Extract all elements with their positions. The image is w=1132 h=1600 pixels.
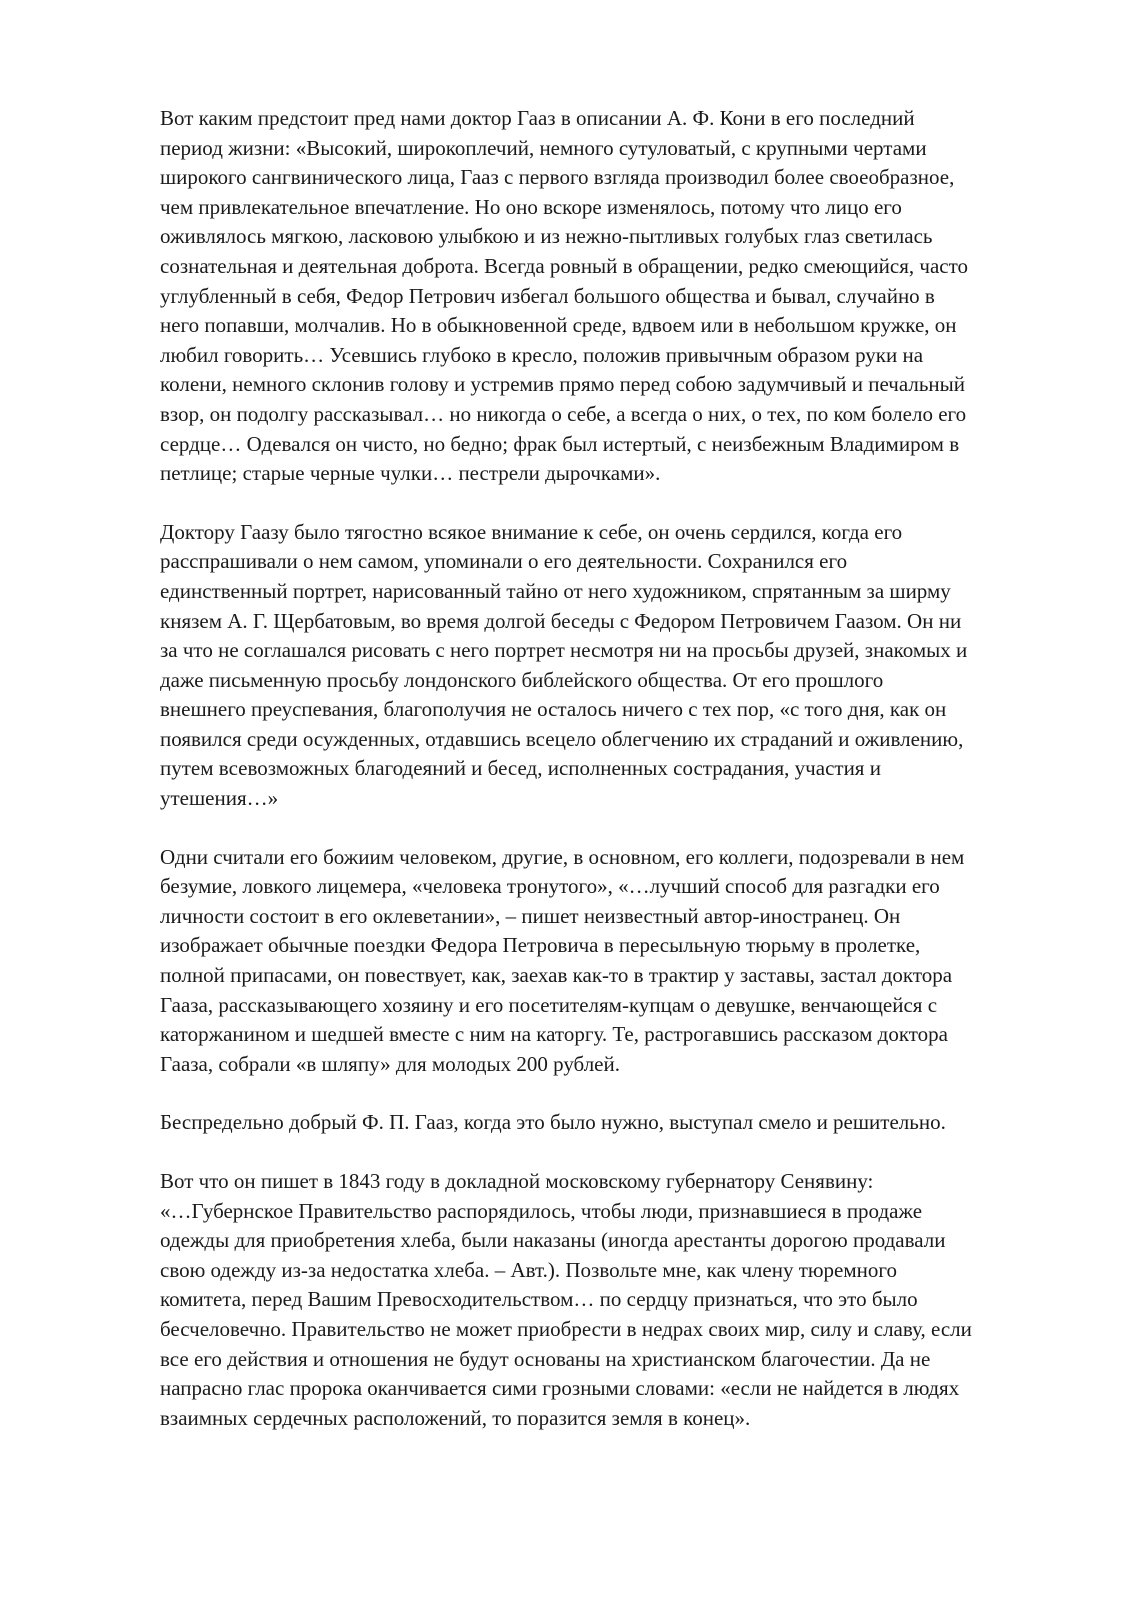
paragraph-1: Вот каким предстоит пред нами доктор Гааз в описании А. Ф. Кони в его последний период жизни: «Высокий, широкоплечий, немного сутуловатый, с крупными чертами широкого сангвинического лица, Гааз с первого взгляда производил более своеобразное, чем привлекательное впечатление. Но оно вскоре изменялось, потому что лицо его оживлялось мягкою, ласковою улыбкою и из нежно-пытливых голубых глаз светилась сознательная и деятельная доброта. Всегда ровный в обращении, редко смеющийся, часто углубленный в себя, Федор Петрович избегал большого общества и бывал, случайно в него попавши, молчалив. Но в обыкновенной среде, вдвоем или в небольшом кружке, он любил говорить… Усевшись глубоко в кресло, положив привычным образом руки на колени, немного склонив голову и устремив прямо перед собою задумчивый и печальный взор, он подолгу рассказывал… но никогда о себе, а всегда о них, о тех, по ком болело его сердце… Одевался он чисто, но бедно; фрак был истертый, с неизбежным Владимиром в петлице; старые черные чулки… пестрели дырочками». — [160, 106, 968, 486]
paragraph-4: Беспредельно добрый Ф. П. Гааз, когда это было нужно, выступал смело и решительно. — [160, 1110, 946, 1135]
paragraph-5: Вот что он пишет в 1843 году в докладной московскому губернатору Сенявину: «…Губернское Правительство распорядилось, чтобы люди, признавшиеся в продаже одежды для приобретения хлеба, были наказаны (иногда арестанты дорогою продавали свою одежду из-за недостатка хлеба. – Авт.). Позвольте мне, как члену тюремного комитета, перед Вашим Превосходительством… по сердцу признаться, что это было бесчеловечно. Правительство не может приобрести в недрах своих мир, силу и славу, если все его действия и отношения не будут основаны на христианском благочестии. Да не напрасно глас пророка оканчивается сими грозными словами: «если не найдется в людях взаимных сердечных расположений, то поразится земля в конец». — [160, 1169, 972, 1430]
document-body — [160, 104, 1040, 1462]
paragraph-2: Доктору Гаазу было тягостно всякое внимание к себе, он очень сердился, когда его расспрашивали о нем самом, упоминали о его деятельности. Сохранился его единственный портрет, нарисованный тайно от него художником, спрятанным за ширму князем А. Г. Щербатовым, во время долгой беседы с Федором Петровичем Гаазом. Он ни за что не соглашался рисовать с него портрет несмотря ни на просьбы друзей, знакомых и даже письменную просьбу лондонского библейского общества. От его прошлого внешнего преуспевания, благополучия не осталось ничего с тех пор, «с того дня, как он появился среди осужденных, отдавшись всецело облегчению их страданий и оживлению, путем всевозможных благодеяний и бесед, исполненных сострадания, участия и утешения…» — [160, 519, 968, 811]
paragraph-3: Одни считали его божиим человеком, другие, в основном, его коллеги, подозревали в нем безумие, ловкого лицемера, «человека тронутого», «…лучший способ для разгадки его личности состоит в его оклеветании», – пишет неизвестный автор-иностранец. Он изображает обычные поездки Федора Петровича в пересыльную тюрьму в пролетке, полной припасами, он повествует, как, заехав как-то в трактир у заставы, застал доктора Гааза, рассказывающего хозяину и его посетителям-купцам о девушке, венчающейся с каторжанином и шедшей вместе с ним на каторгу. Те, растрогавшись рассказом доктора Гааза, собрали «в шляпу» для молодых 200 рублей. — [160, 844, 965, 1076]
